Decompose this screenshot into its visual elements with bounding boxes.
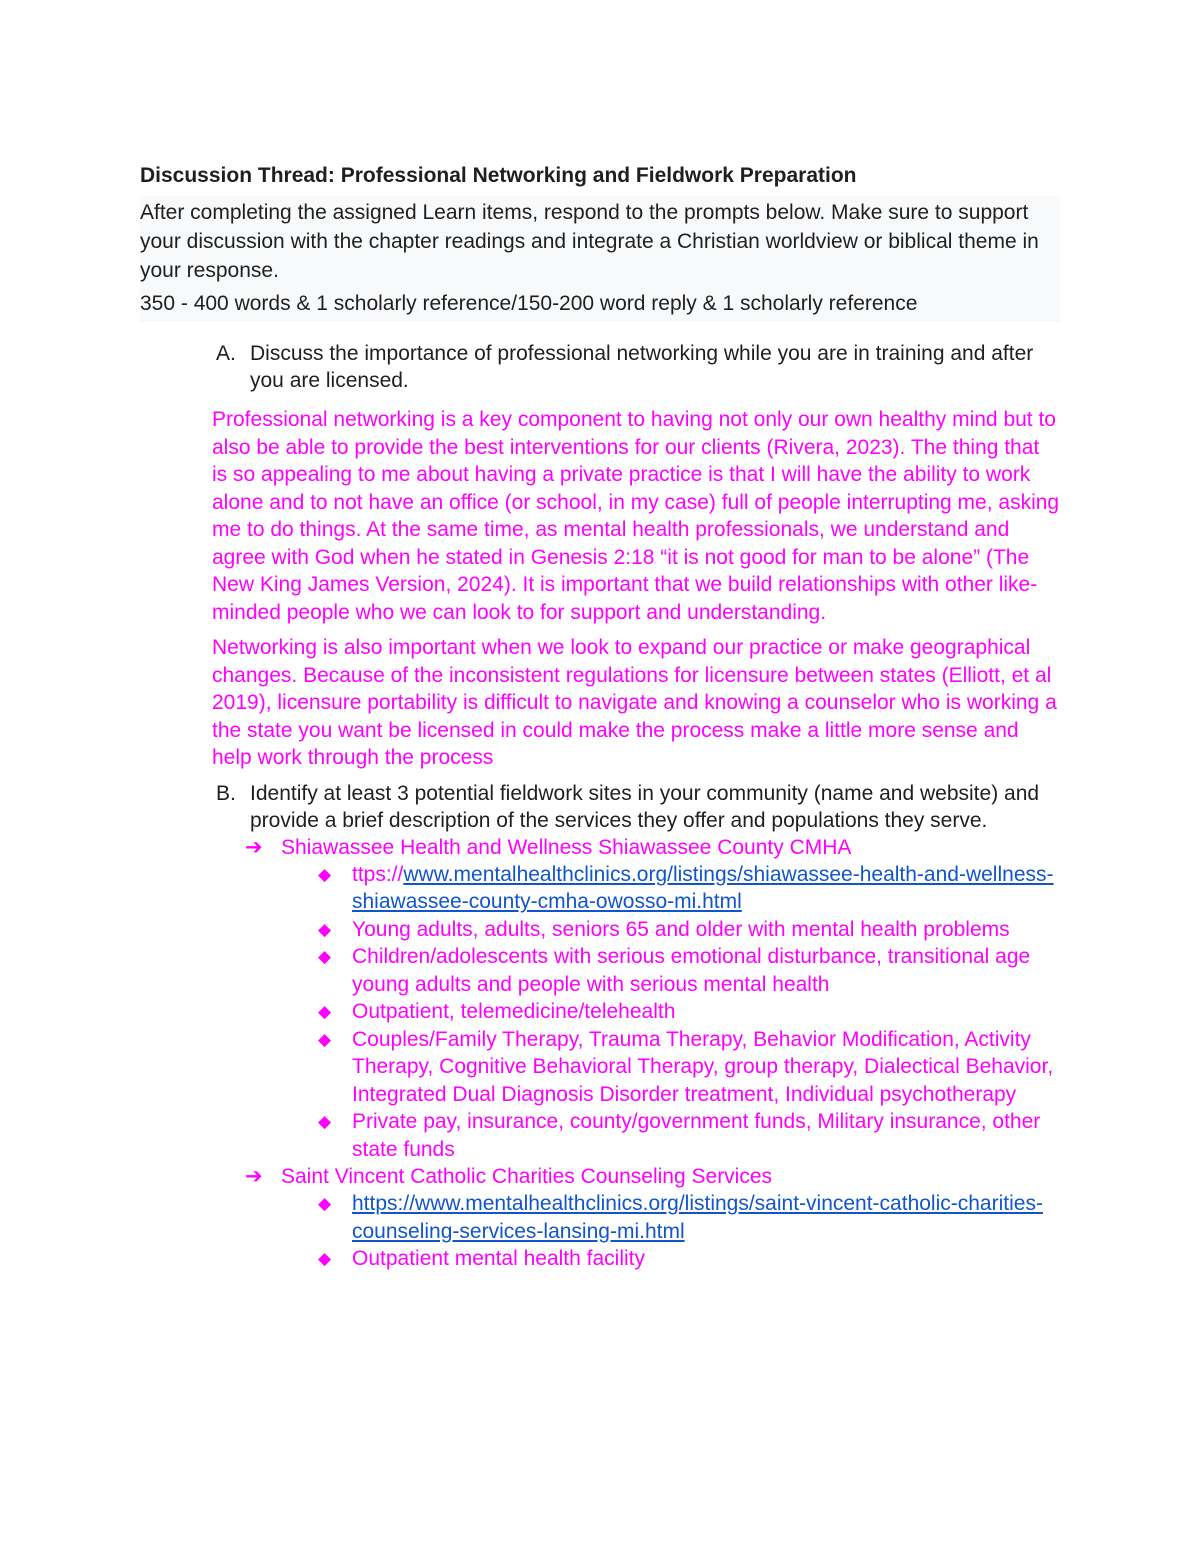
prompt-a-marker: A. xyxy=(216,342,236,365)
list-item xyxy=(318,916,1060,944)
site-2 xyxy=(245,1163,1060,1190)
diamond-bullet-icon: ◆ xyxy=(318,864,332,884)
instructions-block xyxy=(140,196,1060,322)
site-2-link-item xyxy=(318,1190,1060,1245)
site-1-link-item xyxy=(318,861,1060,916)
prompt-a xyxy=(140,340,1060,394)
list-item xyxy=(318,943,1060,998)
site-1-detail: Young adults, adults, seniors 65 and older with mental health problems xyxy=(352,917,1010,941)
site-1-detail: Private pay, insurance, county/government funds, Military insurance, other state funds xyxy=(352,1110,1041,1161)
diamond-bullet-icon: ◆ xyxy=(318,1029,332,1049)
arrow-bullet-icon: ➔ xyxy=(245,1165,263,1188)
prompt-a-text: Discuss the importance of professional networking while you are in training and after you are licensed. xyxy=(250,342,1034,392)
list-item xyxy=(318,1108,1060,1163)
site-1-detail: Couples/Family Therapy, Trauma Therapy, Behavior Modification, Activity Therapy, Cognitive Behavioral Therapy, group therapy, Dialectical Behavior, Integrated Dual Diagnosis Disorder treatment, Individual psychotherapy xyxy=(352,1027,1054,1106)
page-title: Discussion Thread: Professional Networking and Fieldwork Preparation xyxy=(140,164,857,187)
arrow-bullet-icon: ➔ xyxy=(245,835,263,859)
site-2-name: Saint Vincent Catholic Charities Counseling Services xyxy=(281,1165,773,1188)
word-requirement: 350 - 400 words & 1 scholarly reference/150-200 word reply & 1 scholarly reference xyxy=(140,292,918,315)
site-1-detail: Children/adolescents with serious emotional disturbance, transitional age young adults and people with serious mental health xyxy=(352,945,1031,996)
site-2-detail: Outpatient mental health facility xyxy=(352,1247,645,1270)
prompt-b xyxy=(140,780,1060,834)
site-1-link[interactable]: www.mentalhealthclinics.org/listings/shiawassee-health-and-wellness-shiawassee-county-cmha-owosso-mi.html xyxy=(352,862,1054,913)
list-item xyxy=(318,998,1060,1026)
diamond-bullet-icon: ◆ xyxy=(318,1194,332,1213)
prompt-b-marker: B. xyxy=(216,781,236,805)
diamond-bullet-icon: ◆ xyxy=(318,1112,332,1131)
answer-a-paragraph-1: Professional networking is a key component to having not only our own healthy mind but to also be able to provide the best interventions for our clients (Rivera, 2023). The thing that is so appealing to me about having a private practice is that I will have the ability to work alone and to not have an office (or school, in my case) full of people interrupting me, asking me to do things. At the same time, as mental health professionals, we understand and agree with God when he stated in Genesis 2:18 “it is not good for man to be alone” (The New King James Version, 2024). It is important that we build relationships with other like-minded people who we can look to for support and understanding. xyxy=(212,408,1060,624)
site-1-detail: Outpatient, telemedicine/telehealth xyxy=(352,1000,676,1023)
instructions-paragraph: After completing the assigned Learn items, respond to the prompts below. Make sure to support your discussion with the chapter readings and integrate a Christian worldview or biblical theme in your response. xyxy=(140,201,1039,282)
document-page xyxy=(140,160,1060,1273)
site-1 xyxy=(245,834,1060,861)
diamond-bullet-icon: ◆ xyxy=(318,1002,332,1021)
diamond-bullet-icon: ◆ xyxy=(318,919,332,939)
list-item xyxy=(318,1245,1060,1273)
answer-a-paragraph-2: Networking is also important when we look to expand our practice or make geographical changes. Because of the inconsistent regulations for licensure between states (Elliott, et al 2019), licensure portability is difficult to navigate and knowing a counselor who is working a the state you want be licensed in could make the process make a little more sense and help work through the process xyxy=(212,636,1057,769)
diamond-bullet-icon: ◆ xyxy=(318,1249,332,1268)
site-1-url-prefix: ttps:// xyxy=(352,862,404,886)
site-2-link[interactable]: https://www.mentalhealthclinics.org/listings/saint-vincent-catholic-charities-counseling-services-lansing-mi.html xyxy=(352,1192,1043,1243)
diamond-bullet-icon: ◆ xyxy=(318,947,332,966)
list-item xyxy=(318,1026,1060,1109)
prompt-b-text: Identify at least 3 potential fieldwork sites in your community (name and website) and provide a brief description of the services they offer and populations they serve. xyxy=(250,781,1040,832)
site-1-name: Shiawassee Health and Wellness Shiawassee County CMHA xyxy=(281,835,852,859)
